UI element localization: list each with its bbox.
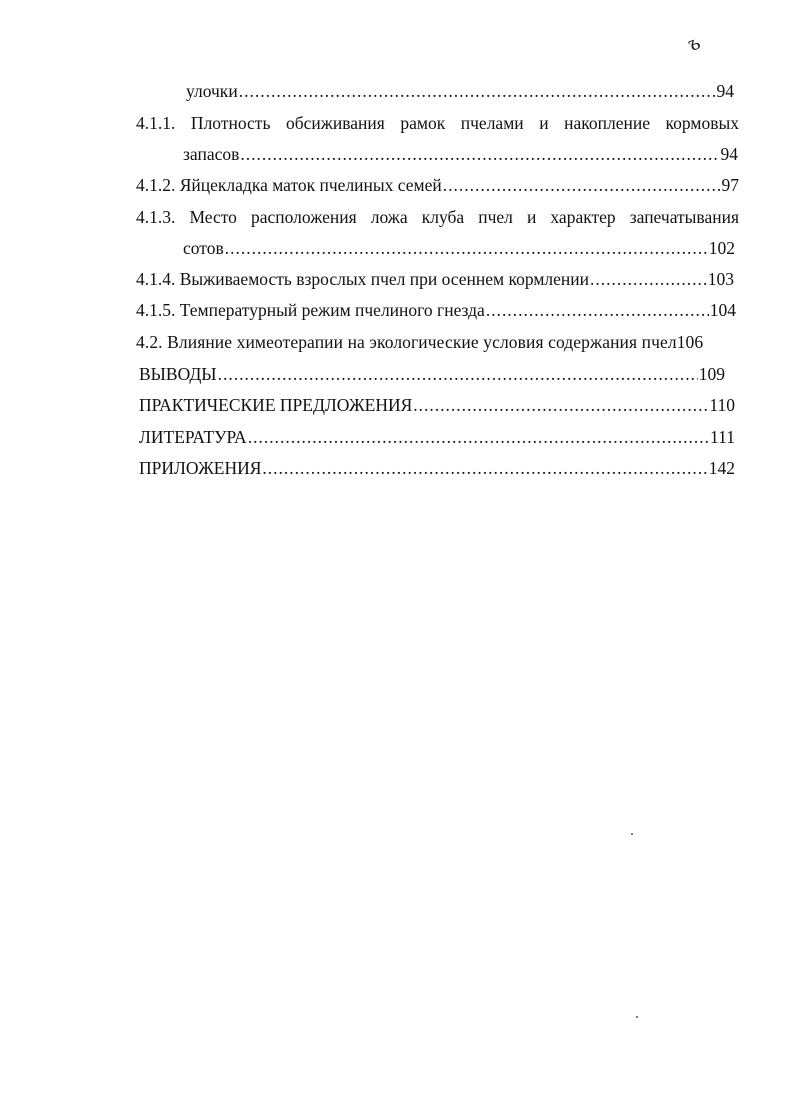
toc-entry-title: запасов (183, 144, 240, 164)
toc-entry-4-1-1 (183, 143, 738, 165)
scan-speck (636, 1016, 638, 1018)
toc-entry-page: 94 (716, 81, 734, 101)
toc-entry-title: ПРАКТИЧЕСКИЕ ПРЕДЛОЖЕНИЯ (139, 395, 413, 415)
toc-entry-4-1-4 (136, 268, 734, 290)
toc-entry-4-2 (136, 331, 741, 353)
toc-entry-title: ВЫВОДЫ (139, 364, 217, 384)
toc-entry-4-1-5 (136, 299, 736, 321)
toc-entry-vyvody (139, 363, 725, 385)
toc-entry-appendices (139, 457, 735, 479)
leader-dots (413, 394, 708, 416)
toc-entry-4-1-3-line1: 4.1.3. Место расположения ложа клуба пчел и характер запечатывания (136, 207, 739, 227)
toc-entry-ulochki (186, 80, 734, 102)
toc-entry-page: 109 (698, 364, 725, 384)
toc-entry-page: 110 (709, 395, 735, 415)
toc-entry-title: ПРИЛОЖЕНИЯ (139, 458, 262, 478)
toc-entry-page: 104 (709, 300, 736, 320)
toc-entry-page: 97 (721, 175, 739, 195)
toc-entry-literature (139, 426, 735, 448)
toc-entry-page: 102 (708, 238, 735, 258)
leader-dots (239, 80, 716, 102)
toc-entry-title: 4.2. Влияние химеотерапии на экологические условия содержания пчел (136, 332, 677, 352)
leader-dots (248, 426, 709, 448)
toc-entry-practical (139, 394, 735, 416)
toc-entry-title: сотов (183, 238, 224, 258)
toc-entry-title: ЛИТЕРАТУРА (139, 427, 247, 447)
toc-entry-page: 106 (676, 332, 704, 352)
toc-entry-title: 4.1.5. Температурный режим пчелиного гнезда (136, 300, 485, 320)
toc-entry-page: 142 (708, 458, 735, 478)
toc-entry-page: 111 (710, 427, 735, 447)
leader-dots (218, 363, 698, 385)
scan-speck (631, 833, 633, 835)
leader-dots (443, 174, 721, 196)
leader-dots (262, 457, 707, 479)
toc-entry-title: улочки (186, 81, 238, 101)
toc-entry-4-1-2 (136, 174, 739, 196)
leader-dots (240, 143, 719, 165)
toc-entry-4-1-1-line1: 4.1.1. Плотность обсиживания рамок пчелами и накопление кормовых (136, 113, 739, 133)
toc-entry-page: 103 (707, 269, 734, 289)
handwritten-page-mark: ъ (683, 28, 704, 57)
toc-entry-4-1-3 (183, 237, 735, 259)
leader-dots (486, 299, 709, 321)
toc-entry-title: 4.1.2. Яйцекладка маток пчелиных семей (136, 175, 442, 195)
leader-dots (225, 237, 708, 259)
toc-entry-title: 4.1.4. Выживаемость взрослых пчел при осеннем кормлении (136, 269, 590, 289)
leader-dots (590, 268, 707, 290)
toc-entry-page: 94 (720, 144, 738, 164)
